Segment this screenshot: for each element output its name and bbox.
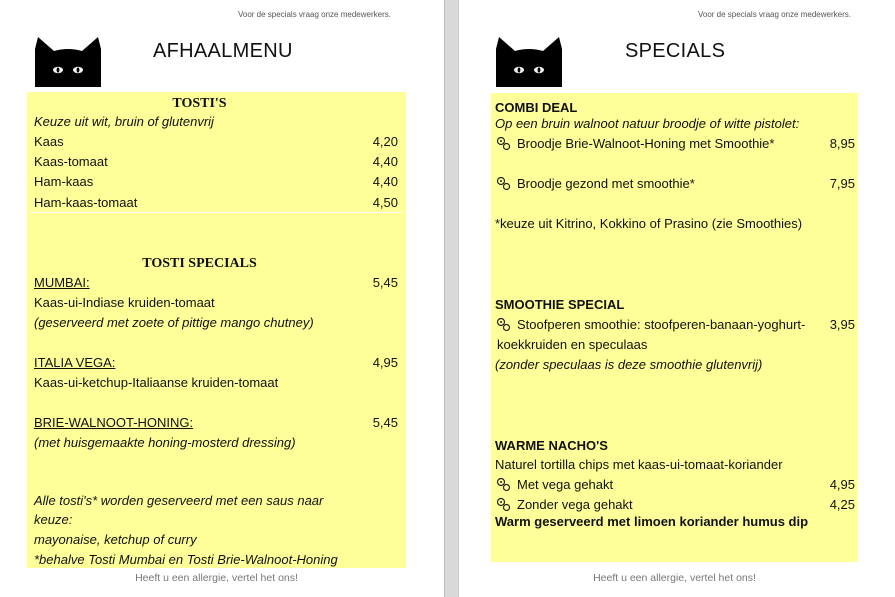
black-cat-icon — [32, 35, 104, 87]
black-cat-icon — [493, 35, 565, 87]
smoothie-description: Stoofperen smoothie: stoofperen-banaan-yoghurt- — [517, 317, 806, 332]
section-heading-tosti-specials: TOSTI SPECIALS — [142, 256, 257, 271]
allergy-note: Heeft u een allergie, vertel het ons! — [135, 572, 298, 584]
menu-item-name: Kaas-tomaat — [34, 154, 108, 169]
tostis-subtitle: Keuze uit wit, bruin of glutenvrij — [34, 114, 214, 129]
smoothie-description: koekkruiden en speculaas — [497, 337, 648, 352]
page-title-specials: SPECIALS — [625, 40, 726, 62]
nachos-item-price: 4,95 — [829, 477, 855, 492]
section-heading-tostis: TOSTI'S — [172, 96, 227, 111]
combi-item-name: Broodje Brie-Walnoot-Honing met Smoothie* — [517, 136, 775, 151]
combi-item-price: 8,95 — [829, 136, 855, 151]
allergy-note: Heeft u een allergie, vertel het ons! — [593, 572, 756, 584]
vegan-leaf-icon — [496, 176, 511, 191]
section-divider — [30, 212, 402, 213]
section-heading-warme-nachos: WARME NACHO'S — [495, 438, 608, 453]
menu-item-price: 4,40 — [372, 154, 398, 169]
smoothie-price: 3,95 — [829, 317, 855, 332]
menu-item-name: Kaas — [34, 134, 64, 149]
special-description: (geserveerd met zoete of pittige mango chutney) — [34, 315, 314, 330]
special-description: (met huisgemaakte honing-mosterd dressing) — [34, 435, 296, 450]
special-name-brie-walnoot-honing: BRIE-WALNOOT-HONING: — [34, 415, 194, 430]
header-note: Voor de specials vraag onze medewerkers. — [238, 10, 391, 19]
combi-note: *keuze uit Kitrino, Kokkino of Prasino (zie Smoothies) — [495, 216, 803, 231]
special-name-italia-vega: ITALIA VEGA: — [34, 355, 116, 370]
menu-item-price: 4,20 — [372, 134, 398, 149]
menu-item-name: Ham-kaas-tomaat — [34, 195, 138, 210]
combi-item-name: Broodje gezond met smoothie* — [517, 176, 695, 191]
page-gutter — [444, 0, 459, 597]
header-note: Voor de specials vraag onze medewerkers. — [698, 10, 851, 19]
combi-subtitle: Op een bruin walnoot natuur broodje of witte pistolet: — [495, 116, 800, 131]
sauce-footnote: Alle tosti's* worden geserveerd met een saus naar — [34, 493, 324, 508]
vegan-leaf-icon — [496, 497, 511, 512]
nachos-note: Warm geserveerd met limoen koriander humus dip — [495, 514, 809, 529]
menu-item-price: 4,40 — [372, 174, 398, 189]
nachos-item-name: Zonder vega gehakt — [517, 497, 633, 512]
vegan-leaf-icon — [496, 477, 511, 492]
section-heading-smoothie-special: SMOOTHIE SPECIAL — [495, 297, 625, 312]
menu-item-name: Ham-kaas — [34, 174, 94, 189]
smoothie-note: (zonder speculaas is deze smoothie glutenvrij) — [495, 357, 763, 372]
section-heading-combi-deal: COMBI DEAL — [495, 100, 578, 115]
special-description: Kaas-ui-Indiase kruiden-tomaat — [34, 295, 215, 310]
vegan-leaf-icon — [496, 136, 511, 151]
combi-item-price: 7,95 — [829, 176, 855, 191]
nachos-item-price: 4,25 — [829, 497, 855, 512]
special-name-mumbai: MUMBAI: — [34, 275, 90, 290]
left-page — [0, 0, 444, 597]
right-page — [459, 0, 895, 597]
vegan-leaf-icon — [496, 317, 511, 332]
special-price: 4,95 — [372, 355, 398, 370]
special-description: Kaas-ui-ketchup-Italiaanse kruiden-tomaat — [34, 375, 279, 390]
nachos-subtitle: Naturel tortilla chips met kaas-ui-tomaat-koriander — [495, 457, 783, 472]
special-price: 5,45 — [372, 415, 398, 430]
special-price: 5,45 — [372, 275, 398, 290]
menu-item-price: 4,50 — [372, 195, 398, 210]
sauce-footnote: keuze: — [34, 512, 73, 527]
sauce-footnote: mayonaise, ketchup of curry — [34, 532, 197, 547]
nachos-item-name: Met vega gehakt — [517, 477, 614, 492]
sauce-footnote: *behalve Tosti Mumbai en Tosti Brie-Walnoot-Honing — [34, 552, 338, 567]
page-title-afhaalmenu: AFHAALMENU — [153, 40, 293, 62]
